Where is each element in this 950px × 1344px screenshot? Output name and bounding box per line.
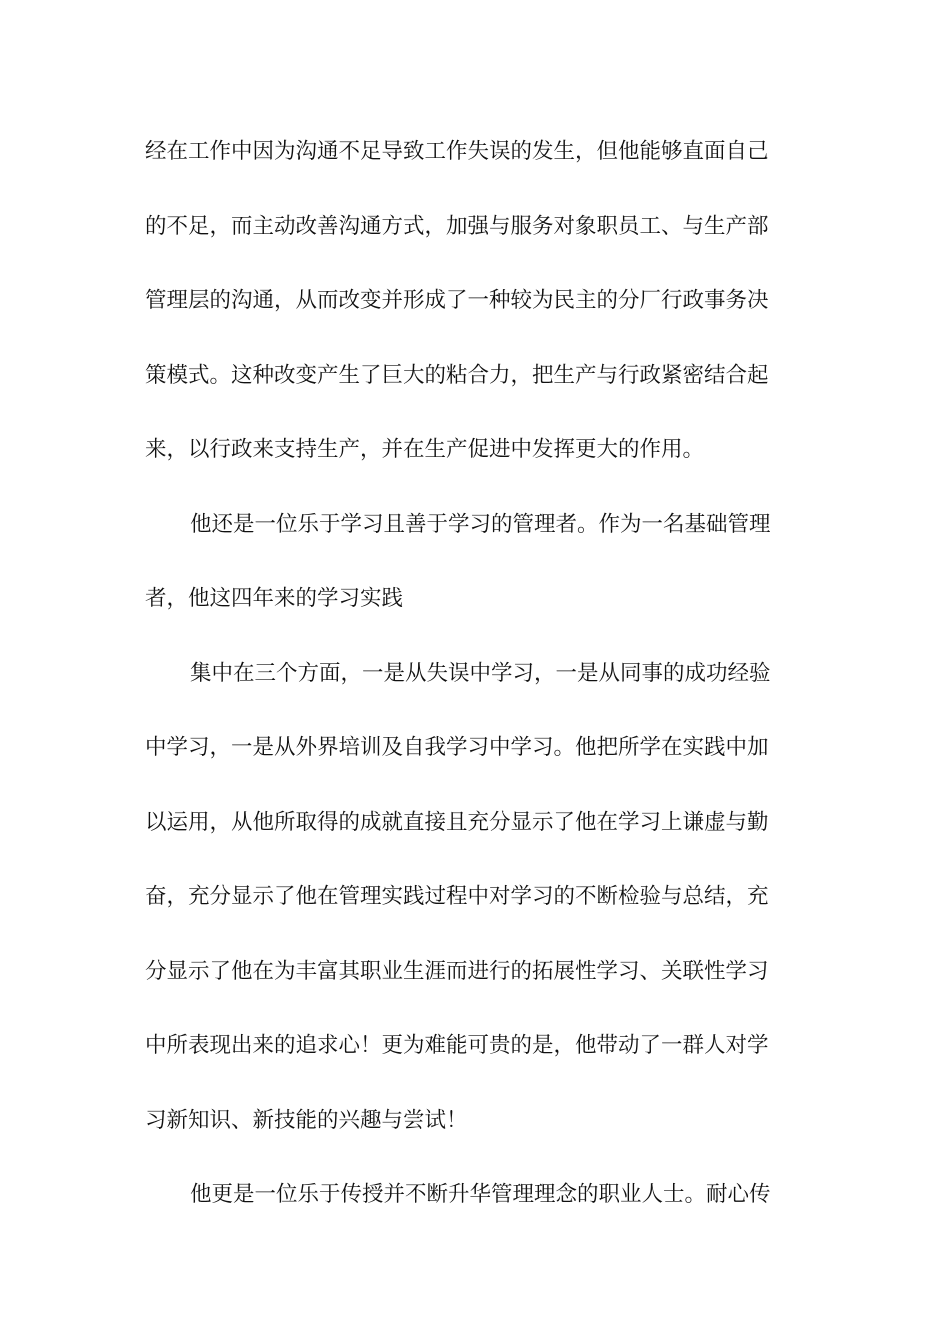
paragraph-start-line: 他更是一位乐于传授并不断升华管理理念的职业人士。耐心传 <box>190 1182 771 1207</box>
text-line: 者，他这四年来的学习实践 <box>145 586 404 611</box>
text-line: 的不足，而主动改善沟通方式，加强与服务对象职员工、与生产部 <box>145 213 769 239</box>
text-line: 来，以行政来支持生产，并在生产促进中发挥更大的作用。 <box>145 437 705 462</box>
text-line: 中学习，一是从外界培训及自我学习中学习。他把所学在实践中加 <box>145 735 769 760</box>
text-line: 策模式。这种改变产生了巨大的粘合力，把生产与行政紧密结合起 <box>145 362 769 388</box>
text-line: 经在工作中因为沟通不足导致工作失误的发生，但他能够直面自己 <box>145 139 769 164</box>
text-line: 奋，充分显示了他在管理实践过程中对学习的不断检验与总结，充 <box>145 884 769 909</box>
text-line: 中所表现出来的追求心！更为难能可贵的是，他带动了一群人对学 <box>145 1033 769 1058</box>
body-text <box>145 126 805 1244</box>
text-line: 以运用，从他所取得的成就直接且充分显示了他在学习上谦虚与勤 <box>145 809 769 835</box>
text-line: 习新知识、新技能的兴趣与尝试！ <box>145 1107 468 1133</box>
text-line: 管理层的沟通，从而改变并形成了一种较为民主的分厂行政事务决 <box>145 288 769 313</box>
paragraph-start-line: 他还是一位乐于学习且善于学习的管理者。作为一名基础管理 <box>190 511 771 537</box>
text-line: 分显示了他在为丰富其职业生涯而进行的拓展性学习、关联性学习 <box>145 958 769 984</box>
paragraph-start-line: 集中在三个方面，一是从失误中学习，一是从同事的成功经验 <box>190 660 771 686</box>
